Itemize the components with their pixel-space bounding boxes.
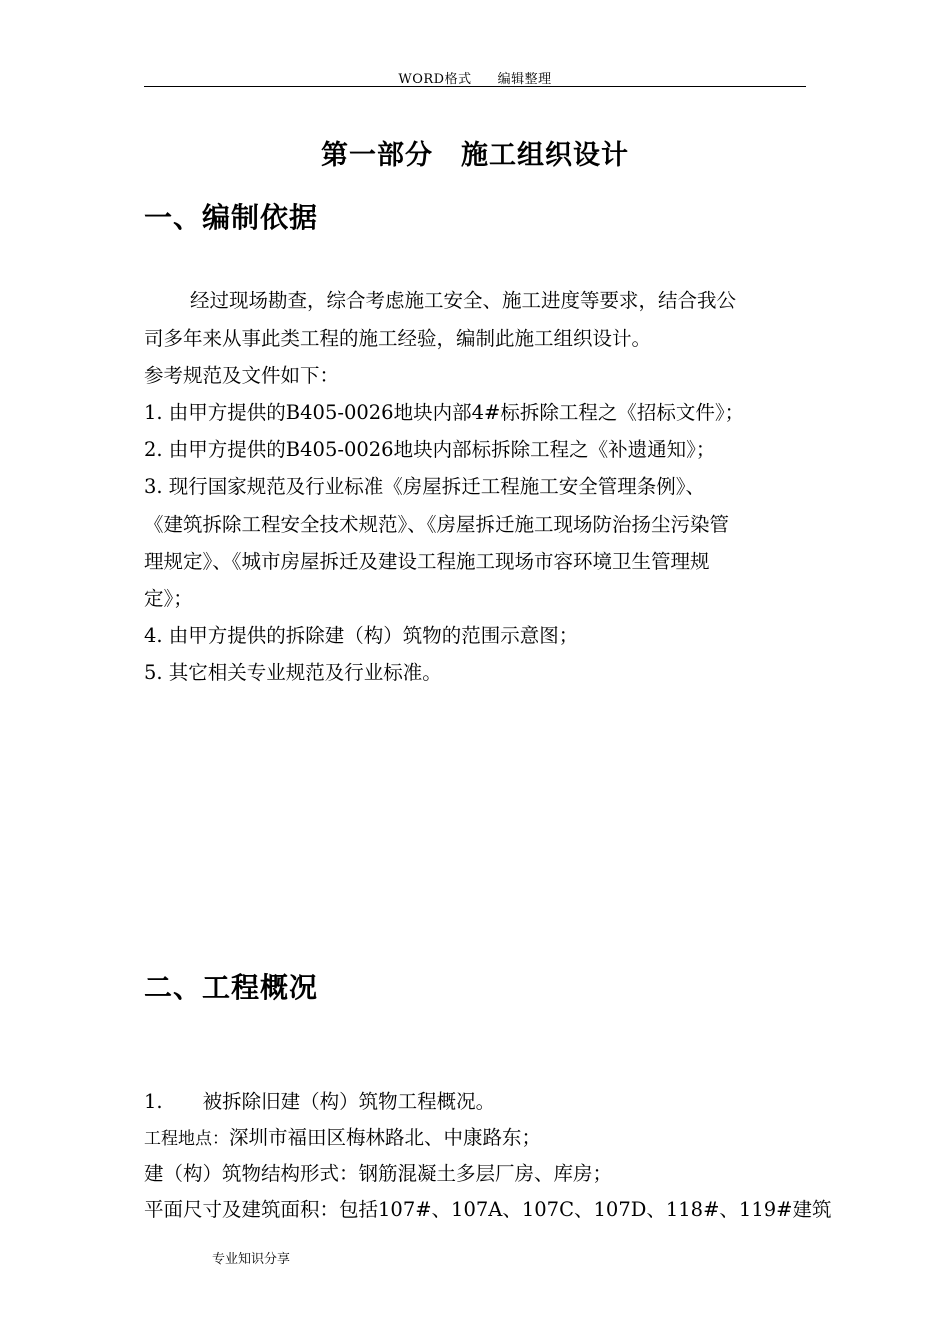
page-title	[0, 133, 950, 172]
reference-item-3-line4: 定》；	[144, 587, 193, 610]
area-line: 平面尺寸及建筑面积：包括107#、107A、107C、107D、118#、119#建筑	[144, 1198, 832, 1221]
header-divider	[144, 86, 806, 87]
page-footer: 专业知识分享	[212, 1252, 291, 1267]
location-label: 工程地点：	[144, 1129, 229, 1149]
reference-intro: 参考规范及文件如下：	[144, 364, 340, 387]
subheading-number: 1.	[144, 1090, 163, 1113]
paragraph-line: 经过现场勘查，综合考虑施工安全、施工进度等要求，结合我公	[190, 289, 737, 312]
reference-item-4: 4. 由甲方提供的拆除建（构）筑物的范围示意图；	[144, 624, 579, 647]
title-name: 施工组织设计	[461, 140, 629, 171]
reference-item-2: 2. 由甲方提供的B405-0026地块内部标拆除工程之《补遗通知》；	[144, 438, 716, 461]
section-heading-overview: 二、工程概况	[144, 971, 319, 1004]
location-line	[144, 1119, 808, 1158]
header-right-text: 编辑整理	[497, 72, 552, 87]
reference-item-5: 5. 其它相关专业规范及行业标准。	[144, 661, 442, 684]
subheading-text: 被拆除旧建（构）筑物工程概况。	[202, 1090, 496, 1113]
reference-item-1: 1. 由甲方提供的B405-0026地块内部4#标拆除工程之《招标文件》；	[144, 401, 745, 424]
structure-line: 建（构）筑物结构形式：钢筋混凝土多层厂房、库房；	[144, 1162, 613, 1185]
section-heading-basis: 一、编制依据	[144, 201, 319, 234]
reference-item-3-line2: 《建筑拆除工程安全技术规范》、《房屋拆迁施工现场防治扬尘污染管	[144, 513, 730, 536]
header-left-text: WORD格式	[398, 72, 472, 87]
location-value: 深圳市福田区梅林路北、中康路东；	[229, 1126, 542, 1149]
overview-subheading	[144, 1083, 808, 1121]
reference-item-3-line3: 理规定》、《城市房屋拆迁及建设工程施工现场市容环境卫生管理规	[144, 550, 710, 573]
reference-item-3-line1: 3. 现行国家规范及行业标准《房屋拆迁工程施工安全管理条例》、	[144, 475, 706, 498]
paragraph-line: 司多年来从事此类工程的施工经验，编制此施工组织设计。	[144, 327, 652, 350]
page-header	[0, 68, 950, 87]
title-part: 第一部分	[321, 140, 433, 171]
